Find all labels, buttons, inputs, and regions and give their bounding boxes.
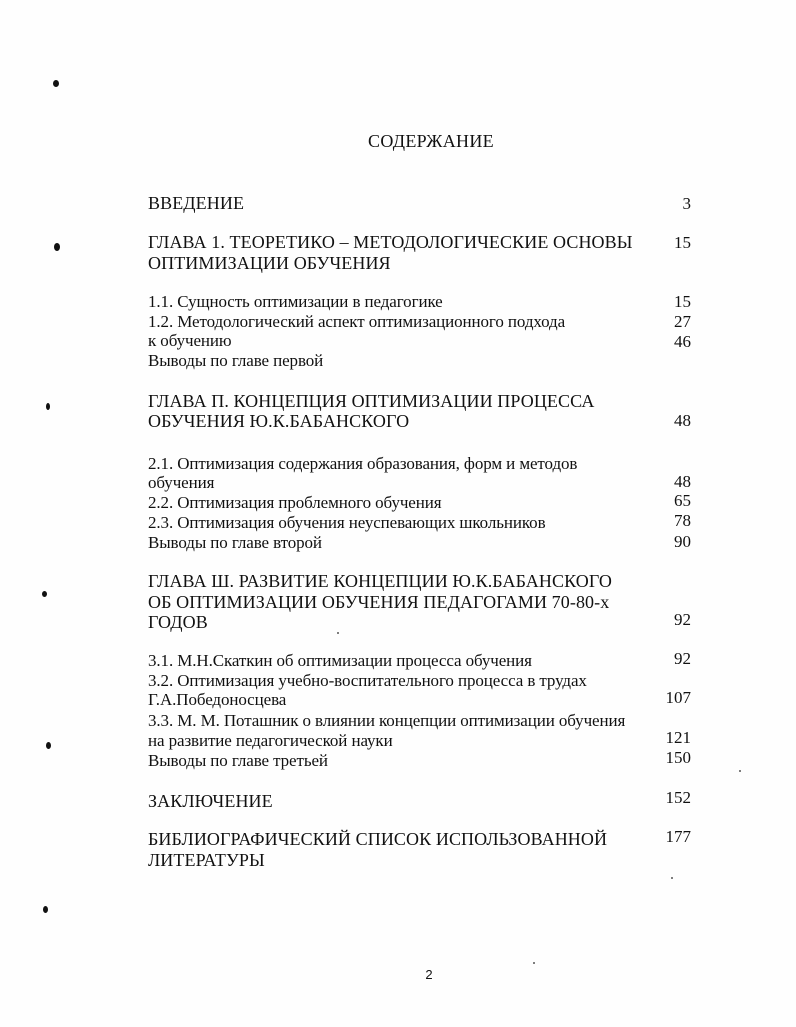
toc-entry-title: 3.3. М. М. Поташник о влиянии концепции оптимизации обучения: [148, 711, 626, 730]
toc-entry-title: 1.1. Сущность оптимизации в педагогике: [148, 292, 443, 311]
toc-entry-title: ОБ ОПТИМИЗАЦИИ ОБУЧЕНИЯ ПЕДАГОГАМИ 70-80-х: [148, 592, 610, 612]
toc-entry-title: ВВЕДЕНИЕ: [148, 193, 245, 213]
toc-title: СОДЕРЖАНИЕ: [368, 131, 494, 151]
scan-speck: [337, 632, 339, 634]
toc-entry-title: Выводы по главе второй: [148, 533, 322, 552]
toc-page-number: 48: [674, 411, 691, 430]
toc-page-number: 177: [665, 827, 691, 846]
binder-hole-mark: [43, 906, 48, 913]
toc-entry-title: БИБЛИОГРАФИЧЕСКИЙ СПИСОК ИСПОЛЬЗОВАННОЙ: [148, 829, 608, 849]
toc-page-number: 92: [674, 649, 691, 668]
toc-page-number: 78: [674, 511, 691, 530]
scan-speck: [739, 770, 741, 772]
binder-hole-mark: [54, 243, 60, 251]
toc-page-number: 92: [674, 610, 691, 629]
toc-entry-title: обучения: [148, 473, 215, 492]
binder-hole-mark: [46, 742, 51, 749]
toc-page-number: 152: [665, 788, 691, 807]
toc-entry-title: ГЛАВА 1. ТЕОРЕТИКО – МЕТОДОЛОГИЧЕСКИЕ ОСНОВЫ: [148, 232, 633, 252]
toc-entry-title: Выводы по главе третьей: [148, 751, 328, 770]
toc-entry-title: ЗАКЛЮЧЕНИЕ: [148, 791, 273, 811]
toc-page-number: 121: [665, 728, 691, 747]
page-number-footer: 2: [425, 967, 433, 982]
toc-entry-title: 2.3. Оптимизация обучения неуспевающих школьников: [148, 513, 546, 532]
toc-entry-title: Выводы по главе первой: [148, 351, 324, 370]
toc-entry-title: 2.2. Оптимизация проблемного обучения: [148, 493, 442, 512]
toc-page-number: 46: [674, 332, 691, 351]
binder-hole-mark: [53, 80, 59, 87]
toc-entry-title: ГЛАВА Ш. РАЗВИТИЕ КОНЦЕПЦИИ Ю.К.БАБАНСКОГО: [148, 571, 613, 591]
toc-page-number: 90: [674, 532, 691, 551]
toc-page-number: 150: [665, 748, 691, 767]
toc-page-number: 65: [674, 491, 691, 510]
toc-page-number: 48: [674, 472, 691, 491]
toc-entry-title: 3.1. М.Н.Скаткин об оптимизации процесса обучения: [148, 651, 532, 670]
toc-page-number: 15: [674, 233, 691, 252]
toc-entry-title: ГОДОВ: [148, 612, 208, 632]
toc-entry-title: к обучению: [148, 331, 232, 350]
toc-page-number: 27: [674, 312, 691, 331]
toc-entry-title: 3.2. Оптимизация учебно-воспитательного процесса в трудах: [148, 671, 587, 690]
toc-entry-title: ОБУЧЕНИЯ Ю.К.БАБАНСКОГО: [148, 411, 410, 431]
toc-page-number: 15: [674, 292, 691, 311]
binder-hole-mark: [46, 403, 50, 410]
toc-entry-title: 1.2. Методологический аспект оптимизационного подхода: [148, 312, 566, 331]
scan-speck: [533, 962, 535, 964]
scan-speck: [671, 877, 673, 879]
toc-entry-title: на развитие педагогической науки: [148, 731, 393, 750]
toc-entry-title: Г.А.Победоносцева: [148, 690, 287, 709]
toc-page-number: 3: [682, 194, 691, 213]
toc-entry-title: ГЛАВА П. КОНЦЕПЦИЯ ОПТИМИЗАЦИИ ПРОЦЕССА: [148, 391, 595, 411]
toc-page-number: 107: [665, 688, 691, 707]
binder-hole-mark: [42, 591, 47, 597]
toc-entry-title: ОПТИМИЗАЦИИ ОБУЧЕНИЯ: [148, 253, 391, 273]
toc-entry-title: ЛИТЕРАТУРЫ: [148, 850, 265, 870]
toc-entry-title: 2.1. Оптимизация содержания образования, форм и методов: [148, 454, 578, 473]
